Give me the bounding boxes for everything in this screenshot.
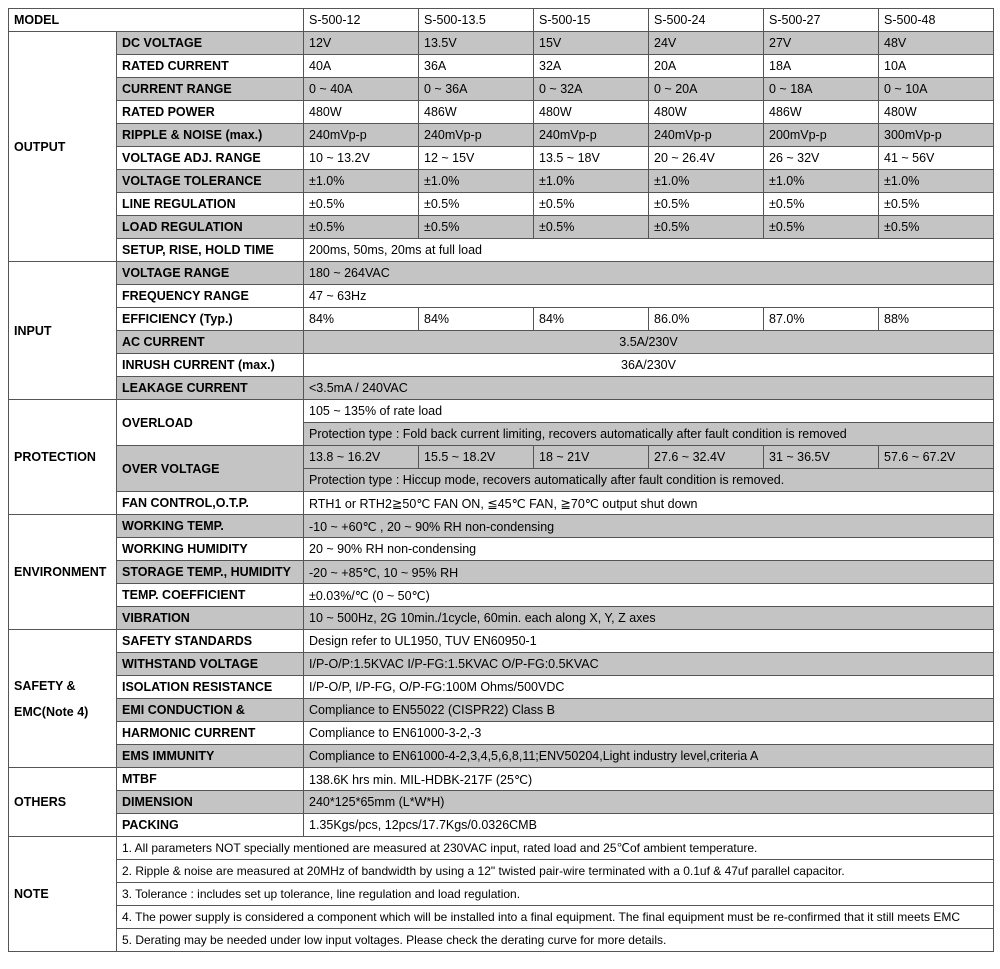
row-label: VOLTAGE TOLERANCE [117,170,304,193]
row-label: VOLTAGE RANGE [117,262,304,285]
section-label [9,768,117,837]
model-cell: S-500-48 [879,9,994,32]
spec-value: 87.0% [764,308,879,331]
table-row [9,78,994,101]
table-row [9,561,994,584]
row-label: ISOLATION RESISTANCE [117,676,304,699]
table-row [9,377,994,400]
section-note [9,837,994,952]
row-label: LOAD REGULATION [117,216,304,239]
model-label: MODEL [9,9,304,32]
note-line: 2. Ripple & noise are measured at 20MHz of bandwidth by using a 12" twisted pair-wire terminated with a 0.1uf & 47uf parallel capacitor. [117,860,994,883]
section-label [9,262,117,400]
note-line: 3. Tolerance : includes set up tolerance, line regulation and load regulation. [117,883,994,906]
row-label: RATED POWER [117,101,304,124]
spec-value: ±1.0% [764,170,879,193]
spec-value: 480W [649,101,764,124]
row-label: WITHSTAND VOLTAGE [117,653,304,676]
section-label-line: INPUT [14,323,52,338]
row-label: WORKING TEMP. [117,515,304,538]
spec-value: 12V [304,32,419,55]
row-label: STORAGE TEMP., HUMIDITY [117,561,304,584]
spec-value: 27V [764,32,879,55]
spec-value: 480W [534,101,649,124]
spec-table [8,8,994,952]
spec-value: 18 ~ 21V [534,446,649,469]
spec-value: RTH1 or RTH2≧50℃ FAN ON, ≦45℃ FAN, ≧70℃ output shut down [304,492,994,515]
spec-value: 84% [419,308,534,331]
spec-value: ±0.5% [879,193,994,216]
spec-value: 138.6K hrs min. MIL-HDBK-217F (25℃) [304,768,994,791]
table-row [9,883,994,906]
spec-value: ±0.5% [649,193,764,216]
table-row [9,607,994,630]
table-row [9,676,994,699]
spec-value: Compliance to EN61000-4-2,3,4,5,6,8,11;ENV50204,Light industry level,criteria A [304,745,994,768]
section-others [9,768,994,837]
table-row [9,653,994,676]
section-label-line: EMC(Note 4) [14,704,89,719]
spec-value: 0 ~ 40A [304,78,419,101]
spec-value: ±1.0% [879,170,994,193]
table-row [9,860,994,883]
spec-value: 88% [879,308,994,331]
spec-value: Compliance to EN55022 (CISPR22) Class B [304,699,994,722]
table-row [9,331,994,354]
spec-value: ±0.5% [419,193,534,216]
row-label: LEAKAGE CURRENT [117,377,304,400]
section-label-line: OTHERS [14,795,67,809]
spec-value: 20 ~ 90% RH non-condensing [304,538,994,561]
section-input [9,262,994,400]
table-row [9,308,994,331]
section-label [9,32,117,262]
spec-value: ±0.5% [764,216,879,239]
row-label: HARMONIC CURRENT [117,722,304,745]
spec-value: 86.0% [649,308,764,331]
spec-value: 10A [879,55,994,78]
note-line: 4. The power supply is considered a component which will be installed into a final equipment. The final equipment must be re-confirmed that it still meets EMC [117,906,994,929]
spec-value: I/P-O/P:1.5KVAC I/P-FG:1.5KVAC O/P-FG:0.5KVAC [304,653,994,676]
table-row [9,124,994,147]
section-label: PROTECTION [9,400,117,515]
spec-value: 480W [879,101,994,124]
spec-value: 240*125*65mm (L*W*H) [304,791,994,814]
spec-value: 240mVp-p [534,124,649,147]
spec-value: -20 ~ +85℃, 10 ~ 95% RH [304,561,994,584]
spec-value: 240mVp-p [304,124,419,147]
table-row [9,538,994,561]
spec-value: ±0.5% [534,193,649,216]
spec-value: ±0.5% [304,193,419,216]
spec-value: ±0.5% [764,193,879,216]
table-row [9,722,994,745]
model-cell: S-500-15 [534,9,649,32]
section-safety-emc [9,630,994,768]
table-row [9,791,994,814]
spec-value: 36A/230V [304,354,994,377]
spec-value: 31 ~ 36.5V [764,446,879,469]
spec-value: ±0.5% [649,216,764,239]
spec-value: 180 ~ 264VAC [304,262,994,285]
table-row [9,101,994,124]
spec-value: 36A [419,55,534,78]
spec-value: Protection type : Fold back current limiting, recovers automatically after fault condition is removed [304,423,994,446]
section-output [9,32,994,262]
spec-value: 18A [764,55,879,78]
table-row [9,837,994,860]
spec-value: ±0.5% [879,216,994,239]
row-label: EFFICIENCY (Typ.) [117,308,304,331]
row-label: RIPPLE & NOISE (max.) [117,124,304,147]
section-label: NOTE [9,837,117,952]
spec-value: 47 ~ 63Hz [304,285,994,308]
spec-value: 84% [304,308,419,331]
spec-value: 0 ~ 32A [534,78,649,101]
table-row [9,216,994,239]
spec-value: 105 ~ 135% of rate load [304,400,994,423]
spec-value: 10 ~ 500Hz, 2G 10min./1cycle, 60min. each along X, Y, Z axes [304,607,994,630]
table-row [9,147,994,170]
spec-value: 0 ~ 10A [879,78,994,101]
spec-value: Protection type : Hiccup mode, recovers automatically after fault condition is removed. [304,469,994,492]
table-row [9,32,994,55]
spec-value: ±0.5% [304,216,419,239]
spec-value: 41 ~ 56V [879,147,994,170]
table-row [9,584,994,607]
spec-value: 13.5V [419,32,534,55]
table-row [9,929,994,952]
row-label: EMI CONDUCTION & [117,699,304,722]
section-label-line: ENVIRONMENT [14,565,107,579]
spec-value: 84% [534,308,649,331]
model-cell: S-500-12 [304,9,419,32]
note-line: 5. Derating may be needed under low input voltages. Please check the derating curve for more details. [117,929,994,952]
table-row [9,170,994,193]
spec-value: 12 ~ 15V [419,147,534,170]
spec-value: ±1.0% [534,170,649,193]
spec-value: -10 ~ +60℃ , 20 ~ 90% RH non-condensing [304,515,994,538]
spec-value: 15.5 ~ 18.2V [419,446,534,469]
row-label: INRUSH CURRENT (max.) [117,354,304,377]
row-label: AC CURRENT [117,331,304,354]
table-row [9,239,994,262]
spec-value: 13.8 ~ 16.2V [304,446,419,469]
spec-value: 20 ~ 26.4V [649,147,764,170]
section-environment [9,515,994,630]
row-label: VOLTAGE ADJ. RANGE [117,147,304,170]
spec-value: 0 ~ 36A [419,78,534,101]
spec-value: 26 ~ 32V [764,147,879,170]
row-label: TEMP. COEFFICIENT [117,584,304,607]
model-cell: S-500-13.5 [419,9,534,32]
table-row [9,699,994,722]
table-row [9,745,994,768]
table-row [9,193,994,216]
row-label: FREQUENCY RANGE [117,285,304,308]
model-row [9,9,994,32]
row-label: SETUP, RISE, HOLD TIME [117,239,304,262]
spec-value: 27.6 ~ 32.4V [649,446,764,469]
spec-value: ±1.0% [304,170,419,193]
table-row [9,630,994,653]
row-label: OVER VOLTAGE [117,446,304,492]
row-label: OVERLOAD [117,400,304,446]
row-label: SAFETY STANDARDS [117,630,304,653]
table-row [9,515,994,538]
row-label: PACKING [117,814,304,837]
spec-value: 0 ~ 18A [764,78,879,101]
row-label: VIBRATION [117,607,304,630]
row-label: LINE REGULATION [117,193,304,216]
model-cell: S-500-24 [649,9,764,32]
table-row [9,906,994,929]
spec-value: ±1.0% [419,170,534,193]
spec-value: ±1.0% [649,170,764,193]
section-label [9,515,117,630]
spec-value: I/P-O/P, I/P-FG, O/P-FG:100M Ohms/500VDC [304,676,994,699]
table-row [9,446,994,469]
row-label: DIMENSION [117,791,304,814]
spec-value: ±0.5% [534,216,649,239]
spec-value: 240mVp-p [649,124,764,147]
spec-value: 10 ~ 13.2V [304,147,419,170]
spec-value: 486W [764,101,879,124]
section-label-line: SAFETY & [14,678,76,693]
row-label: CURRENT RANGE [117,78,304,101]
spec-value: 1.35Kgs/pcs, 12pcs/17.7Kgs/0.0326CMB [304,814,994,837]
spec-value: 32A [534,55,649,78]
spec-value: 13.5 ~ 18V [534,147,649,170]
section-label [9,630,117,768]
spec-value: Design refer to UL1950, TUV EN60950-1 [304,630,994,653]
spec-value: 300mVp-p [879,124,994,147]
spec-value: <3.5mA / 240VAC [304,377,994,400]
spec-value: 200ms, 50ms, 20ms at full load [304,239,994,262]
table-row [9,768,994,791]
row-label: EMS IMMUNITY [117,745,304,768]
spec-value: 20A [649,55,764,78]
table-row [9,354,994,377]
spec-value: 200mVp-p [764,124,879,147]
row-label: FAN CONTROL,O.T.P. [117,492,304,515]
table-row [9,285,994,308]
spec-value: 480W [304,101,419,124]
spec-value: 15V [534,32,649,55]
section-protection [9,400,994,515]
spec-value: 3.5A/230V [304,331,994,354]
spec-value: Compliance to EN61000-3-2,-3 [304,722,994,745]
spec-value: 240mVp-p [419,124,534,147]
table-row [9,400,994,423]
spec-value: 40A [304,55,419,78]
row-label: RATED CURRENT [117,55,304,78]
note-line: 1. All parameters NOT specially mentioned are measured at 230VAC input, rated load and 25℃of ambient temperature. [117,837,994,860]
spec-value: 486W [419,101,534,124]
row-label: MTBF [117,768,304,791]
spec-value: ±0.5% [419,216,534,239]
section-label-line: OUTPUT [14,139,66,154]
row-label: WORKING HUMIDITY [117,538,304,561]
spec-value: 0 ~ 20A [649,78,764,101]
spec-value: 57.6 ~ 67.2V [879,446,994,469]
spec-value: ±0.03%/℃ (0 ~ 50℃) [304,584,994,607]
table-row [9,55,994,78]
spec-value: 48V [879,32,994,55]
row-label: DC VOLTAGE [117,32,304,55]
table-row [9,262,994,285]
spec-value: 24V [649,32,764,55]
table-row [9,814,994,837]
table-row [9,492,994,515]
model-cell: S-500-27 [764,9,879,32]
